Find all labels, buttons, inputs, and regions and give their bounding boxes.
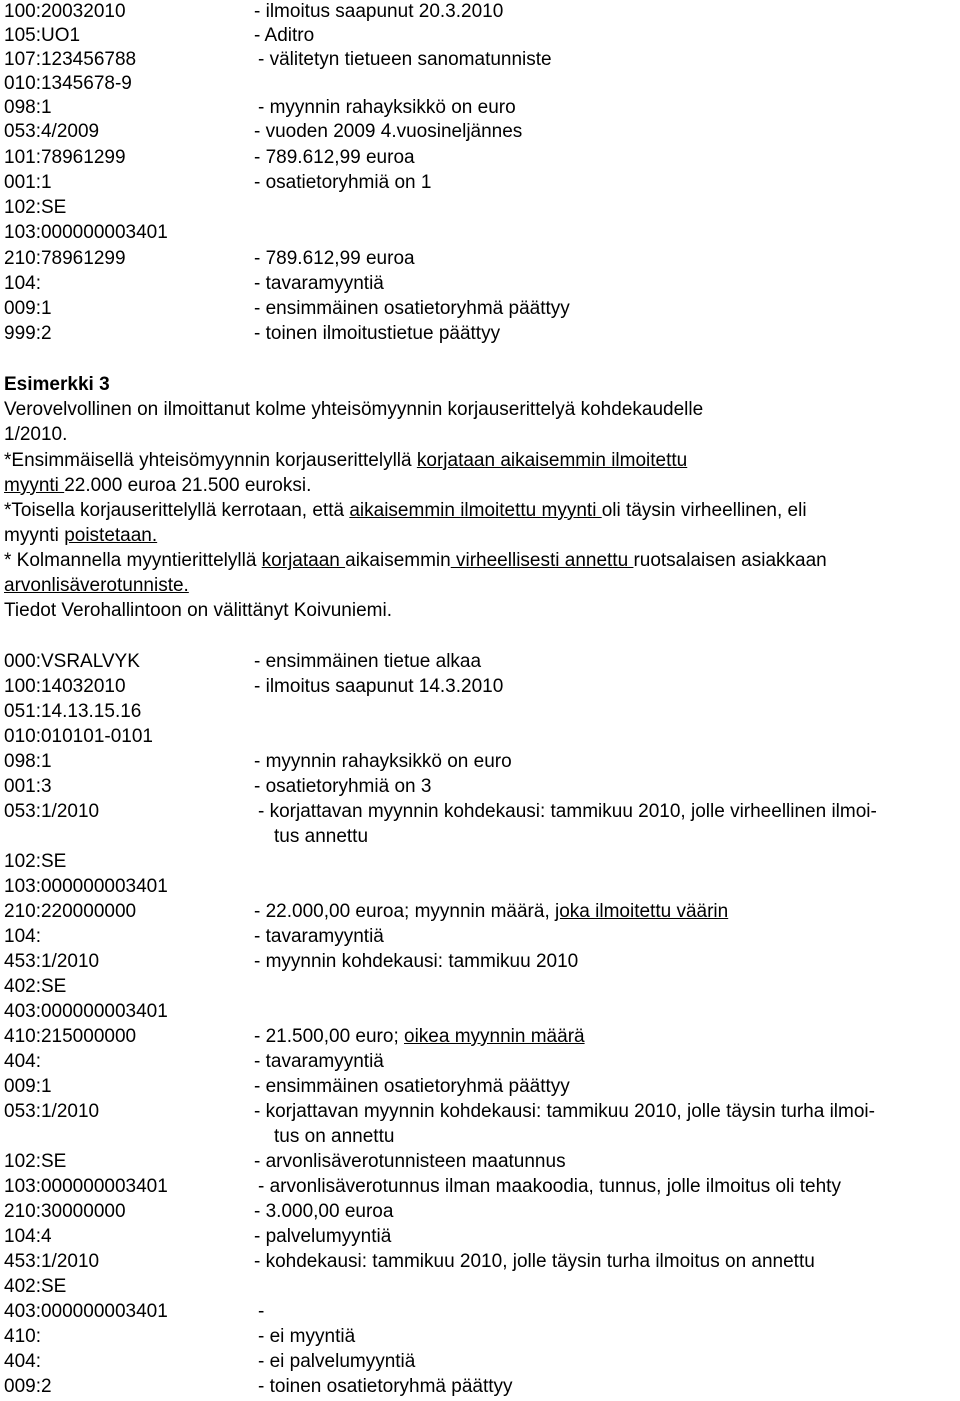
field-description: - tavaramyyntiä <box>254 1051 384 1072</box>
field-code: 098:1 <box>4 751 52 772</box>
field-description: - 21.500,00 euro; oikea myynnin määrä <box>254 1026 585 1047</box>
field-description: - 789.612,99 euroa <box>254 248 415 269</box>
field-description: - palvelumyyntiä <box>254 1226 392 1247</box>
field-code: 453:1/2010 <box>4 1251 100 1272</box>
field-code: 100:20032010 <box>4 1 126 22</box>
field-code: 210:30000000 <box>4 1201 126 1222</box>
field-description: - ensimmäinen osatietoryhmä päättyy <box>254 1076 570 1097</box>
field-code: 402:SE <box>4 976 67 997</box>
field-code: 103:000000003401 <box>4 1176 168 1197</box>
field-code: 102:SE <box>4 197 67 218</box>
paragraph-first-correction: *Ensimmäisellä yhteisömyynnin korjauserittelyllä korjataan aikaisemmin ilmoitettu <box>4 450 688 471</box>
field-code: 210:78961299 <box>4 248 126 269</box>
field-code: 403:000000003401 <box>4 1001 168 1022</box>
field-code: 453:1/2010 <box>4 951 100 972</box>
field-code: 105:UO1 <box>4 25 81 46</box>
field-code: 102:SE <box>4 851 67 872</box>
field-code: 104: <box>4 273 41 294</box>
field-code: 102:SE <box>4 1151 67 1172</box>
field-description: - myynnin kohdekausi: tammikuu 2010 <box>254 951 579 972</box>
field-description: - myynnin rahayksikkö on euro <box>258 97 516 118</box>
field-code: 403:000000003401 <box>4 1301 168 1322</box>
field-description: - myynnin rahayksikkö on euro <box>254 751 512 772</box>
field-code: 053:1/2010 <box>4 1101 100 1122</box>
paragraph-first-correction-cont: myynti 22.000 euroa 21.500 euroksi. <box>4 475 312 496</box>
field-code: 051:14.13.15.16 <box>4 701 142 722</box>
field-code: 404: <box>4 1351 41 1372</box>
field-code: 103:000000003401 <box>4 876 168 897</box>
field-description: - ensimmäinen tietue alkaa <box>254 651 482 672</box>
field-description: tus on annettu <box>274 1126 395 1147</box>
field-description: - arvonlisäverotunnisteen maatunnus <box>254 1151 566 1172</box>
field-description: - tavaramyyntiä <box>254 273 384 294</box>
field-code: 000:VSRALVYK <box>4 651 140 672</box>
field-code: 100:14032010 <box>4 676 126 697</box>
field-code: 101:78961299 <box>4 147 126 168</box>
field-description: - korjattavan myynnin kohdekausi: tammikuu 2010, jolle virheellinen ilmoi- <box>258 801 877 822</box>
field-description: - Aditro <box>254 25 315 46</box>
field-description: - <box>258 1301 265 1322</box>
field-code: 010:1345678-9 <box>4 73 132 94</box>
field-code: 104: <box>4 926 41 947</box>
field-description: - ei palvelumyyntiä <box>258 1351 416 1372</box>
field-description: tus annettu <box>274 826 369 847</box>
field-description: - 3.000,00 euroa <box>254 1201 394 1222</box>
field-code: 053:4/2009 <box>4 121 100 142</box>
field-code: 107:123456788 <box>4 49 137 70</box>
field-description: - osatietoryhmiä on 1 <box>254 172 432 193</box>
field-code: 001:3 <box>4 776 52 797</box>
field-description: - osatietoryhmiä on 3 <box>254 776 432 797</box>
field-description: - 789.612,99 euroa <box>254 147 415 168</box>
field-code: 103:000000003401 <box>4 222 168 243</box>
field-code: 010:010101-0101 <box>4 726 153 747</box>
field-code: 104:4 <box>4 1226 52 1247</box>
field-description: - vuoden 2009 4.vuosineljännes <box>254 121 523 142</box>
example-intro-cont: 1/2010. <box>4 424 68 445</box>
field-code: 999:2 <box>4 323 52 344</box>
field-code: 001:1 <box>4 172 52 193</box>
example-heading: Esimerkki 3 <box>4 374 110 395</box>
field-description: - arvonlisäverotunnus ilman maakoodia, tunnus, jolle ilmoitus oli tehty <box>258 1176 841 1197</box>
field-description: - korjattavan myynnin kohdekausi: tammikuu 2010, jolle täysin turha ilmoi- <box>254 1101 875 1122</box>
field-description: - välitetyn tietueen sanomatunniste <box>258 49 552 70</box>
paragraph-second-correction-cont: myynti poistetaan. <box>4 525 158 546</box>
example-intro: Verovelvollinen on ilmoittanut kolme yhteisömyynnin korjauserittelyä kohdekaudelle <box>4 399 704 420</box>
field-description: - toinen osatietoryhmä päättyy <box>258 1376 513 1397</box>
field-description: - tavaramyyntiä <box>254 926 384 947</box>
footer-note: Tiedot Verohallintoon on välittänyt Koivuniemi. <box>4 600 392 621</box>
field-code: 098:1 <box>4 97 52 118</box>
paragraph-third-correction: * Kolmannella myyntierittelyllä korjataan aikaisemmin virheellisesti annettu ruotsalaisen asiakkaan <box>4 550 827 571</box>
field-description: - ilmoitus saapunut 14.3.2010 <box>254 676 504 697</box>
field-code: 402:SE <box>4 1276 67 1297</box>
paragraph-second-correction: *Toisella korjauserittelyllä kerrotaan, että aikaisemmin ilmoitettu myynti oli täysin virheellinen, eli <box>4 500 807 521</box>
field-code: 410:215000000 <box>4 1026 137 1047</box>
field-code: 009:1 <box>4 1076 52 1097</box>
field-description: - ilmoitus saapunut 20.3.2010 <box>254 1 504 22</box>
paragraph-third-correction-cont: arvonlisäverotunniste. <box>4 575 189 596</box>
field-code: 210:220000000 <box>4 901 137 922</box>
field-description: - ei myyntiä <box>258 1326 356 1347</box>
field-code: 009:2 <box>4 1376 52 1397</box>
field-description: - ensimmäinen osatietoryhmä päättyy <box>254 298 570 319</box>
field-code: 053:1/2010 <box>4 801 100 822</box>
field-description: - kohdekausi: tammikuu 2010, jolle täysin turha ilmoitus on annettu <box>254 1251 815 1272</box>
field-description: - toinen ilmoitustietue päättyy <box>254 323 501 344</box>
field-code: 009:1 <box>4 298 52 319</box>
field-code: 410: <box>4 1326 41 1347</box>
field-code: 404: <box>4 1051 41 1072</box>
field-description: - 22.000,00 euroa; myynnin määrä, joka ilmoitettu väärin <box>254 901 729 922</box>
